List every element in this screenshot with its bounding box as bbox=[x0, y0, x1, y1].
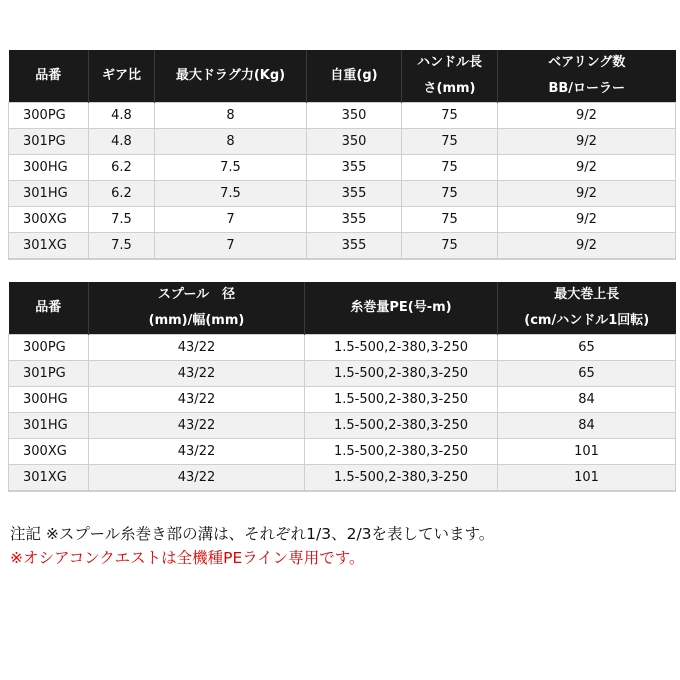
table-cell: 43/22 bbox=[89, 361, 305, 387]
table-cell: 4.8 bbox=[89, 103, 155, 129]
header-handle-length-1: ハンドル長 bbox=[402, 50, 498, 76]
table-cell: 101 bbox=[498, 465, 676, 492]
note-line-1: 注記 ※スプール糸巻き部の溝は、それぞれ1/3、2/3を表しています。 bbox=[10, 525, 495, 543]
table-cell: 43/22 bbox=[89, 439, 305, 465]
table-cell: 7.5 bbox=[155, 155, 307, 181]
table-cell: 355 bbox=[307, 181, 402, 207]
table-row bbox=[9, 155, 676, 181]
table-cell: 301HG bbox=[9, 181, 89, 207]
table-row bbox=[9, 335, 676, 361]
header-bearings-1: ベアリング数 bbox=[498, 50, 676, 76]
table-row bbox=[9, 465, 676, 492]
header-handle-length-2: さ(mm) bbox=[402, 76, 498, 103]
table-cell: 7.5 bbox=[155, 181, 307, 207]
header-line-capacity: 糸巻量PE(号-m) bbox=[305, 282, 498, 335]
header-gear-ratio: ギア比 bbox=[89, 50, 155, 103]
table-row bbox=[9, 103, 676, 129]
table-cell: 4.8 bbox=[89, 129, 155, 155]
table-cell: 9/2 bbox=[498, 155, 676, 181]
note-line-2: ※オシアコンクエストは全機種PEライン専用です。 bbox=[10, 549, 365, 567]
table-cell: 43/22 bbox=[89, 465, 305, 492]
header-retrieve-1: 最大巻上長 bbox=[498, 282, 676, 308]
table-cell: 301XG bbox=[9, 233, 89, 260]
table-cell: 1.5-500,2-380,3-250 bbox=[305, 387, 498, 413]
table-cell: 43/22 bbox=[89, 335, 305, 361]
table-cell: 301HG bbox=[9, 413, 89, 439]
table-cell: 8 bbox=[155, 103, 307, 129]
table-cell: 300HG bbox=[9, 387, 89, 413]
table-row bbox=[9, 129, 676, 155]
table-cell: 75 bbox=[402, 155, 498, 181]
table-cell: 350 bbox=[307, 103, 402, 129]
header-bearings-2: BB/ローラー bbox=[498, 76, 676, 103]
table-cell: 355 bbox=[307, 207, 402, 233]
header-model: 品番 bbox=[9, 50, 89, 103]
table-cell: 1.5-500,2-380,3-250 bbox=[305, 465, 498, 492]
table-cell: 43/22 bbox=[89, 413, 305, 439]
table-cell: 75 bbox=[402, 129, 498, 155]
table-cell: 9/2 bbox=[498, 181, 676, 207]
table-cell: 8 bbox=[155, 129, 307, 155]
table-row bbox=[9, 439, 676, 465]
header-spool-2: (mm)/幅(mm) bbox=[89, 308, 305, 335]
table-row bbox=[9, 361, 676, 387]
table-cell: 84 bbox=[498, 413, 676, 439]
table-cell: 9/2 bbox=[498, 233, 676, 260]
table-row bbox=[9, 181, 676, 207]
table-cell: 1.5-500,2-380,3-250 bbox=[305, 335, 498, 361]
table-cell: 1.5-500,2-380,3-250 bbox=[305, 361, 498, 387]
table-cell: 9/2 bbox=[498, 129, 676, 155]
table-cell: 101 bbox=[498, 439, 676, 465]
table-cell: 300XG bbox=[9, 439, 89, 465]
table-cell: 7.5 bbox=[89, 233, 155, 260]
table-cell: 300PG bbox=[9, 103, 89, 129]
table-cell: 350 bbox=[307, 129, 402, 155]
table-cell: 75 bbox=[402, 103, 498, 129]
table-cell: 300HG bbox=[9, 155, 89, 181]
spec-table-gear bbox=[8, 50, 676, 260]
table-cell: 65 bbox=[498, 335, 676, 361]
table-cell: 75 bbox=[402, 181, 498, 207]
table-cell: 7.5 bbox=[89, 207, 155, 233]
header-retrieve-2: (cm/ハンドル1回転) bbox=[498, 308, 676, 335]
table-row bbox=[9, 387, 676, 413]
header-weight: 自重(g) bbox=[307, 50, 402, 103]
table-cell: 1.5-500,2-380,3-250 bbox=[305, 413, 498, 439]
table-cell: 355 bbox=[307, 233, 402, 260]
table-cell: 7 bbox=[155, 207, 307, 233]
table-cell: 6.2 bbox=[89, 155, 155, 181]
table-cell: 43/22 bbox=[89, 387, 305, 413]
table-cell: 9/2 bbox=[498, 103, 676, 129]
header-spool-1: スプール 径 bbox=[89, 282, 305, 308]
table-row bbox=[9, 233, 676, 260]
notes bbox=[10, 522, 494, 570]
table-cell: 1.5-500,2-380,3-250 bbox=[305, 439, 498, 465]
header-max-drag: 最大ドラグ力(Kg) bbox=[155, 50, 307, 103]
table-cell: 355 bbox=[307, 155, 402, 181]
table-cell: 301XG bbox=[9, 465, 89, 492]
table-cell: 65 bbox=[498, 361, 676, 387]
table-cell: 300XG bbox=[9, 207, 89, 233]
header-model: 品番 bbox=[9, 282, 89, 335]
table-cell: 7 bbox=[155, 233, 307, 260]
table-row bbox=[9, 207, 676, 233]
table-cell: 301PG bbox=[9, 129, 89, 155]
table-cell: 300PG bbox=[9, 335, 89, 361]
spec-table-spool bbox=[8, 282, 676, 492]
table-cell: 9/2 bbox=[498, 207, 676, 233]
table-cell: 6.2 bbox=[89, 181, 155, 207]
table-cell: 75 bbox=[402, 207, 498, 233]
table-cell: 84 bbox=[498, 387, 676, 413]
table-cell: 301PG bbox=[9, 361, 89, 387]
table-cell: 75 bbox=[402, 233, 498, 260]
table-row bbox=[9, 413, 676, 439]
